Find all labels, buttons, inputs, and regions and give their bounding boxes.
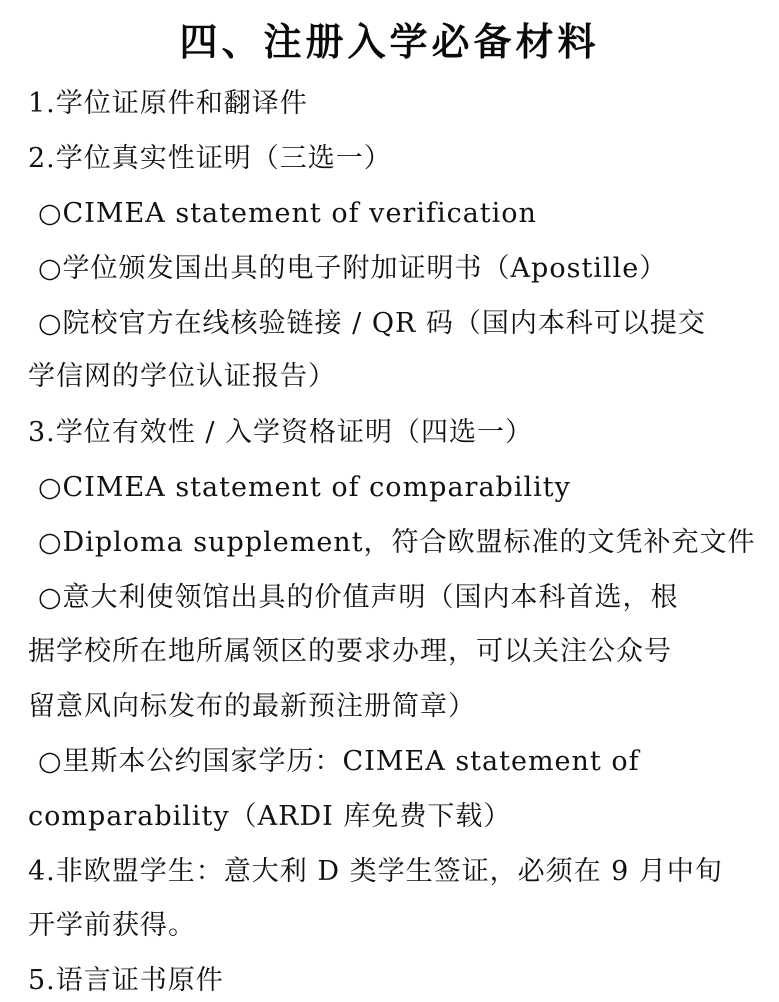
item-4-visa-cont: 开学前获得。 xyxy=(28,910,196,941)
item-3-option-embassy-declaration: ○意大利使领馆出具的价值声明（国内本科首选，根 xyxy=(38,582,679,613)
item-3-option-lisbon-convention-cont: comparability（ARDI 库免费下载） xyxy=(28,801,512,832)
item-3-option-lisbon-convention: ○里斯本公约国家学历：CIMEA statement of xyxy=(38,746,640,777)
item-3-option-embassy-declaration-cont-2: 留意风向标发布的最新预注册简章） xyxy=(28,691,476,722)
item-4-visa: 4.非欧盟学生：意大利 D 类学生签证，必须在 9 月中旬 xyxy=(28,856,723,887)
item-2-authenticity-proof: 2.学位真实性证明（三选一） xyxy=(28,143,392,174)
item-2-option-cimea-verification: ○CIMEA statement of verification xyxy=(38,198,537,229)
section-title: 四、注册入学必备材料 xyxy=(179,20,600,64)
item-2-option-apostille: ○学位颁发国出具的电子附加证明书（Apostille） xyxy=(38,253,668,284)
item-2-option-online-verification-cont: 学信网的学位认证报告） xyxy=(28,361,336,392)
item-1-degree-certificate: 1.学位证原件和翻译件 xyxy=(28,88,308,119)
item-3-option-diploma-supplement: ○Diploma supplement，符合欧盟标准的文凭补充文件 xyxy=(38,527,756,558)
item-3-option-embassy-declaration-cont-1: 据学校所在地所属领区的要求办理，可以关注公众号 xyxy=(28,636,672,667)
item-2-option-online-verification: ○院校官方在线核验链接 / QR 码（国内本科可以提交 xyxy=(38,308,706,339)
item-3-option-cimea-comparability: ○CIMEA statement of comparability xyxy=(38,472,571,503)
item-5-language-certificate: 5.语言证书原件 xyxy=(28,965,224,996)
item-3-validity-proof: 3.学位有效性 / 入学资格证明（四选一） xyxy=(28,417,534,448)
